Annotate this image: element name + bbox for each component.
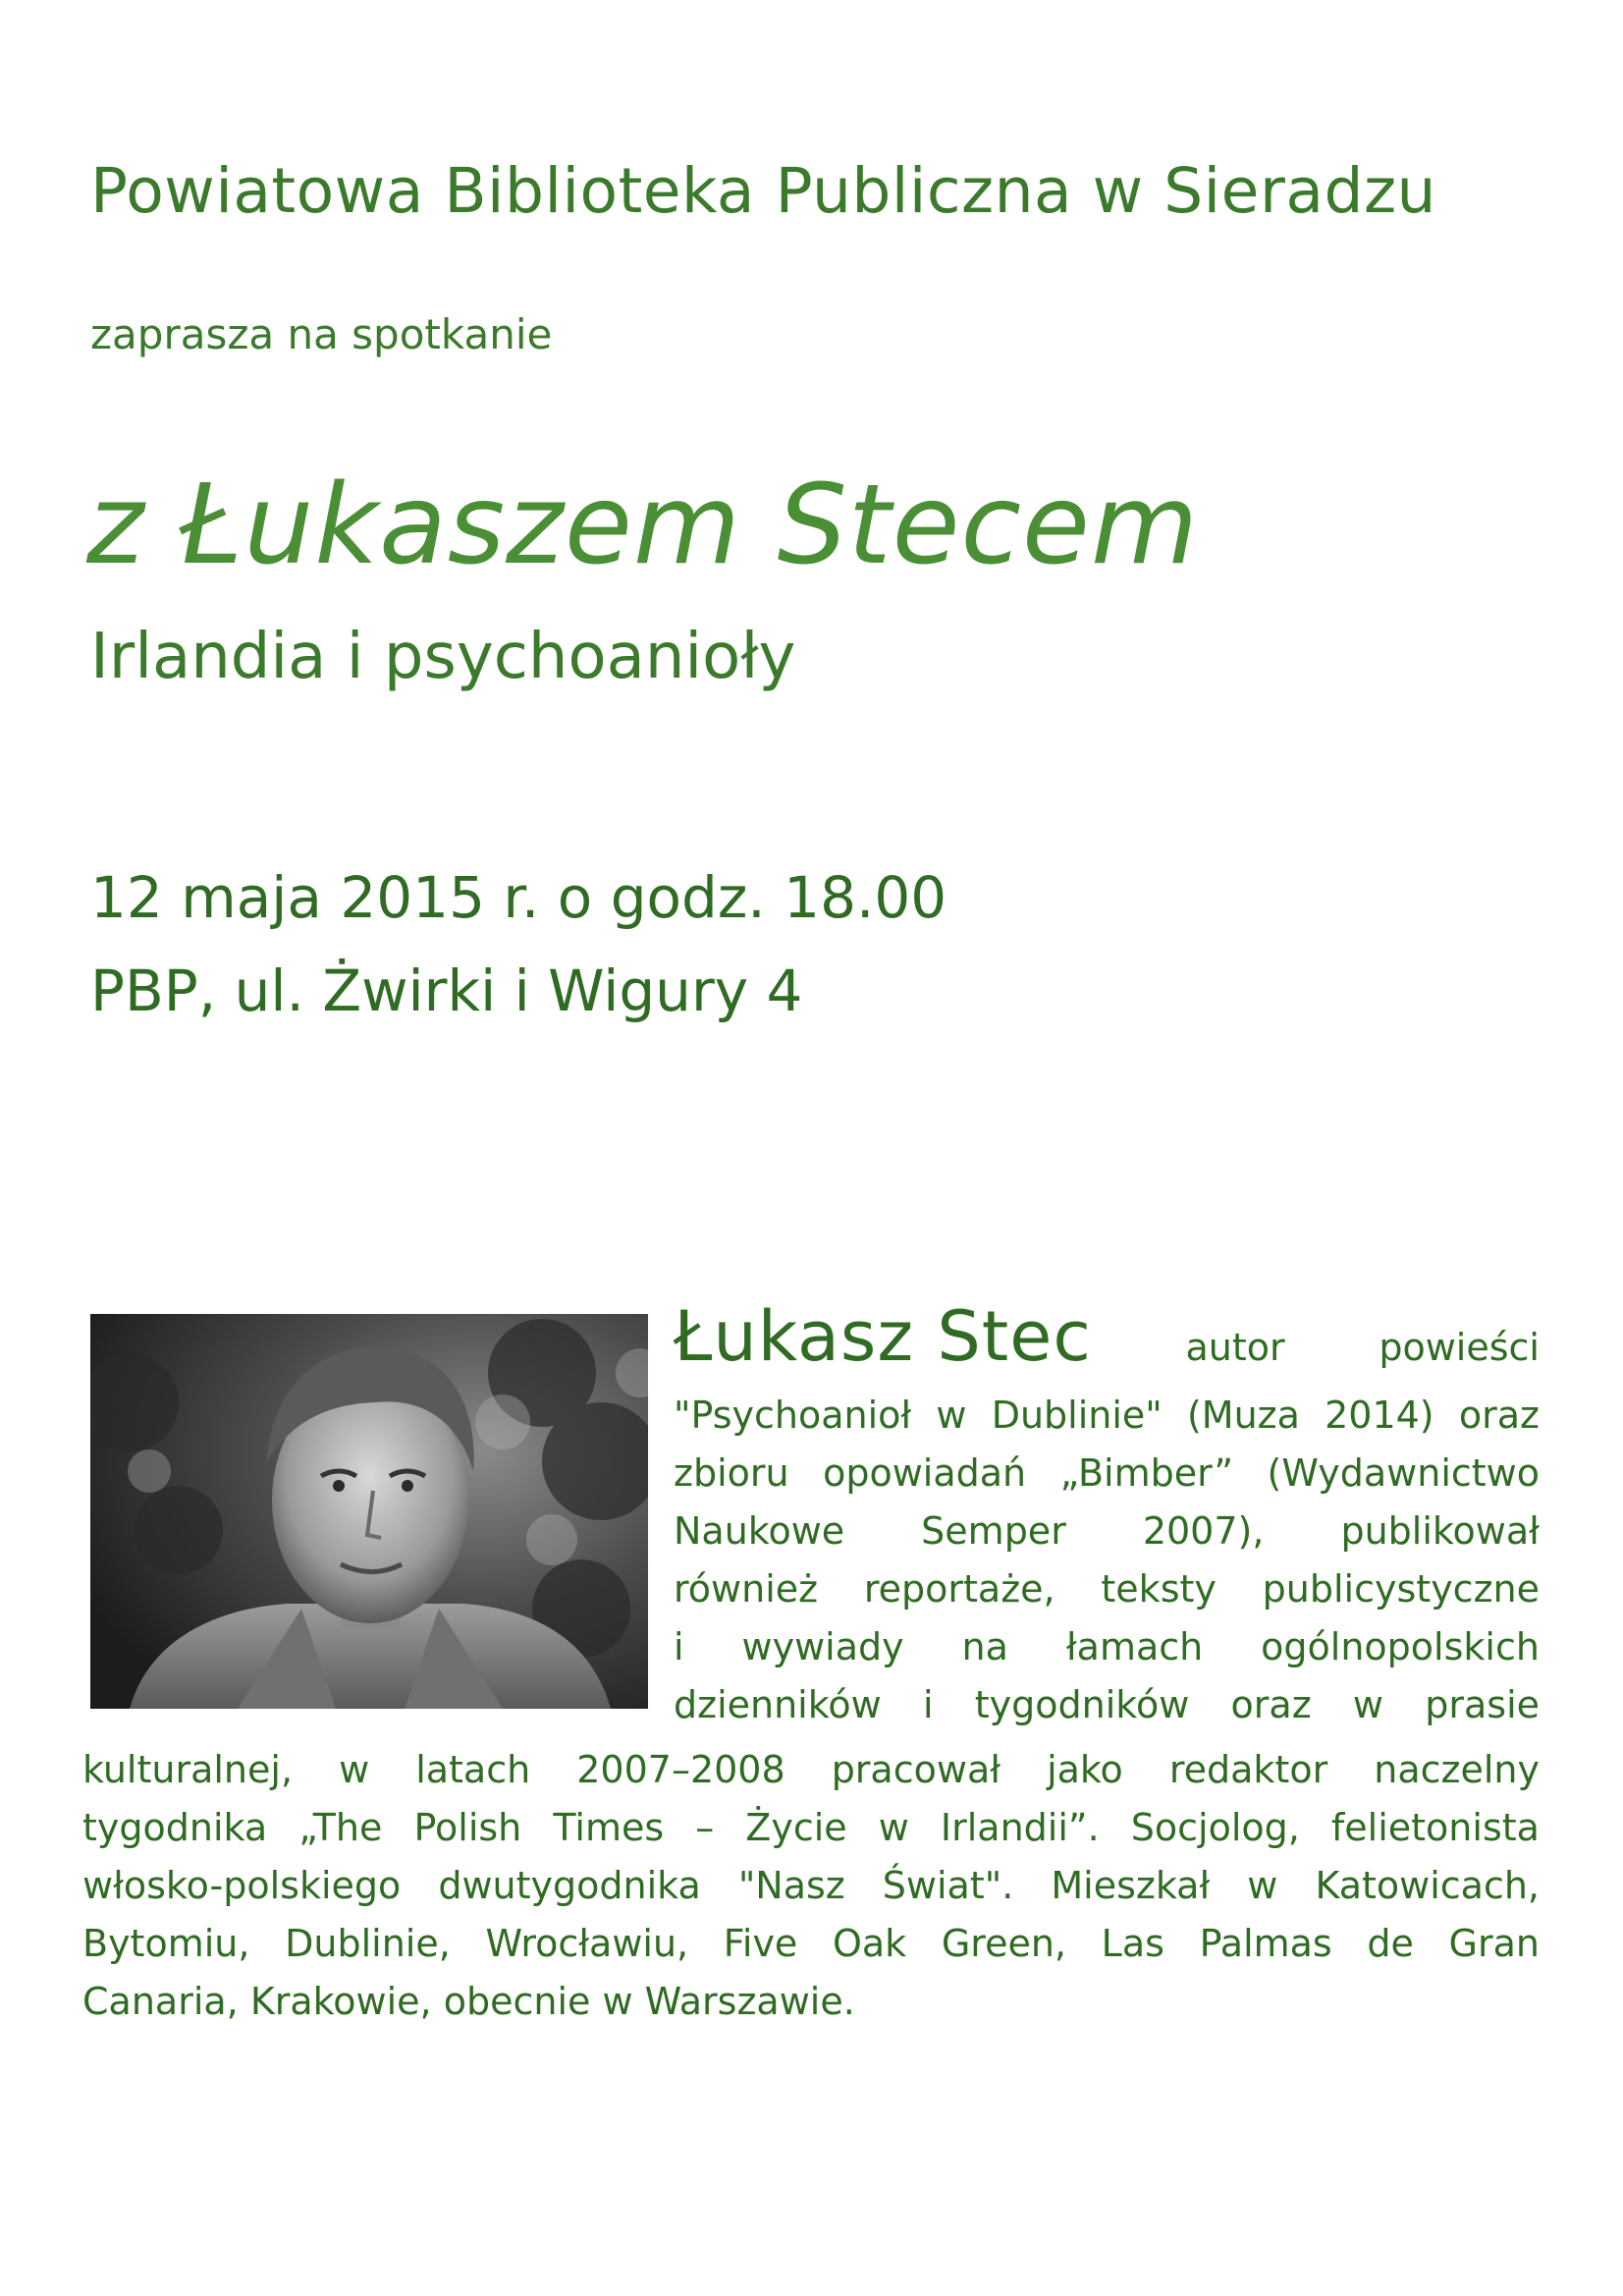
bio-line: [674, 1618, 1540, 1676]
invitation-text: zaprasza na spotkanie: [90, 310, 553, 358]
bio-word: oraz: [1458, 1394, 1540, 1437]
bio-word: wywiady: [741, 1625, 904, 1668]
bio-word: tygodników: [974, 1683, 1190, 1726]
guest-heading: z Łukaszem Stecem: [86, 462, 1200, 589]
bio-word: w: [339, 1748, 370, 1791]
bio-word: Dublinie": [991, 1394, 1163, 1437]
bio-word: –: [695, 1806, 715, 1849]
bio-line: [82, 1857, 1540, 1915]
bio-word: i: [922, 1683, 934, 1726]
author-portrait-image: [90, 1314, 648, 1709]
bio-word: zbioru: [674, 1451, 789, 1495]
bio-heading-line: [674, 1296, 1540, 1387]
bio-word: publicystyczne: [1262, 1567, 1540, 1611]
bio-word: latach: [415, 1748, 531, 1791]
bio-word: Świat".: [882, 1864, 1014, 1907]
bio-word: Oak: [832, 1922, 907, 1965]
bio-word: Irlandii”.: [940, 1806, 1100, 1849]
bio-word: prasie: [1425, 1683, 1540, 1726]
bio-word: jako: [1047, 1748, 1123, 1791]
bio-word: Las: [1101, 1922, 1164, 1965]
bio-word: Gran: [1448, 1922, 1540, 1965]
bio-word: dwutygodnika: [438, 1864, 701, 1907]
bio-word: w: [878, 1806, 909, 1849]
bio-word: i: [674, 1625, 684, 1668]
bio-word: felietonista: [1330, 1806, 1540, 1849]
bio-word: redaktor: [1168, 1748, 1328, 1791]
bio-word: reportaże,: [863, 1567, 1055, 1611]
bio-word: kulturalnej,: [82, 1748, 294, 1791]
bio-word: „The: [298, 1806, 383, 1849]
bio-head-word: autor: [1185, 1326, 1285, 1369]
bio-word: 2014): [1325, 1394, 1434, 1437]
bio-word: dzienników: [674, 1683, 882, 1726]
bio-word: Green,: [941, 1922, 1066, 1965]
bio-word: 2007–2008: [576, 1748, 785, 1791]
bio-line: [674, 1503, 1540, 1560]
bio-full-width: [82, 1741, 1540, 2031]
bio-word: w: [936, 1394, 967, 1437]
bio-word: "Nasz: [737, 1864, 845, 1907]
bio-word: Mieszkał: [1051, 1864, 1211, 1907]
bio-beside-photo: [674, 1296, 1540, 1734]
bio-word: Socjolog,: [1130, 1806, 1300, 1849]
bio-word: "Psychoanioł: [674, 1394, 912, 1437]
bio-line: [674, 1560, 1540, 1618]
bio-word: Palmas: [1199, 1922, 1332, 1965]
bio-word: „Bimber”: [1059, 1451, 1234, 1495]
bio-word: opowiadań: [823, 1451, 1027, 1495]
bio-word: również: [674, 1567, 819, 1611]
bio-word: 2007),: [1142, 1509, 1265, 1553]
bio-word: Semper: [921, 1509, 1066, 1553]
bio-word: pracował: [831, 1748, 1001, 1791]
event-date: 12 maja 2015 r. o godz. 18.00: [90, 864, 947, 931]
bio-line: Canaria, Krakowie, obecnie w Warszawie.: [82, 1980, 855, 2023]
bio-word: w: [1352, 1683, 1383, 1726]
bio-word: Polish: [413, 1806, 522, 1849]
author-name: Łukasz Stec: [674, 1296, 1092, 1377]
bio-line: [82, 1915, 1540, 1973]
bio-line: [674, 1387, 1540, 1445]
library-name: Powiatowa Biblioteka Publiczna w Sieradzu: [90, 155, 1436, 227]
bio-word: Wrocławiu,: [485, 1922, 689, 1965]
bio-line: [82, 1799, 1540, 1857]
author-photo: [90, 1314, 648, 1709]
bio-word: tygodnika: [82, 1806, 268, 1849]
bio-word: Życie: [745, 1806, 847, 1849]
bio-word: oraz: [1230, 1683, 1312, 1726]
bio-lines-beside-photo: [674, 1387, 1540, 1734]
bio-word: (Muza: [1186, 1394, 1300, 1437]
bio-word: w: [1247, 1864, 1278, 1907]
bio-word: (Wydawnictwo: [1267, 1451, 1540, 1495]
bio-word: Katowicach,: [1315, 1864, 1540, 1907]
bio-word: włosko-polskiego: [82, 1864, 402, 1907]
bio-head-word: powieści: [1379, 1326, 1540, 1369]
bio-word: Five: [723, 1922, 798, 1965]
bio-word: de: [1367, 1922, 1414, 1965]
bio-word: teksty: [1101, 1567, 1217, 1611]
bio-line: [82, 1741, 1540, 1799]
bio-word: ogólnopolskich: [1261, 1625, 1540, 1668]
bio-word: naczelny: [1374, 1748, 1540, 1791]
bio-line: [674, 1445, 1540, 1503]
bio-word: Dublinie,: [285, 1922, 451, 1965]
bio-word: Times: [553, 1806, 665, 1849]
event-venue: PBP, ul. Żwirki i Wigury 4: [90, 957, 803, 1024]
event-topic: Irlandia i psychoanioły: [90, 621, 796, 693]
bio-word: Bytomiu,: [82, 1922, 250, 1965]
bio-word: na: [961, 1625, 1008, 1668]
bio-word: publikował: [1340, 1509, 1540, 1553]
bio-line: [674, 1676, 1540, 1734]
bio-word: Naukowe: [674, 1509, 845, 1553]
bio-word: łamach: [1065, 1625, 1204, 1668]
